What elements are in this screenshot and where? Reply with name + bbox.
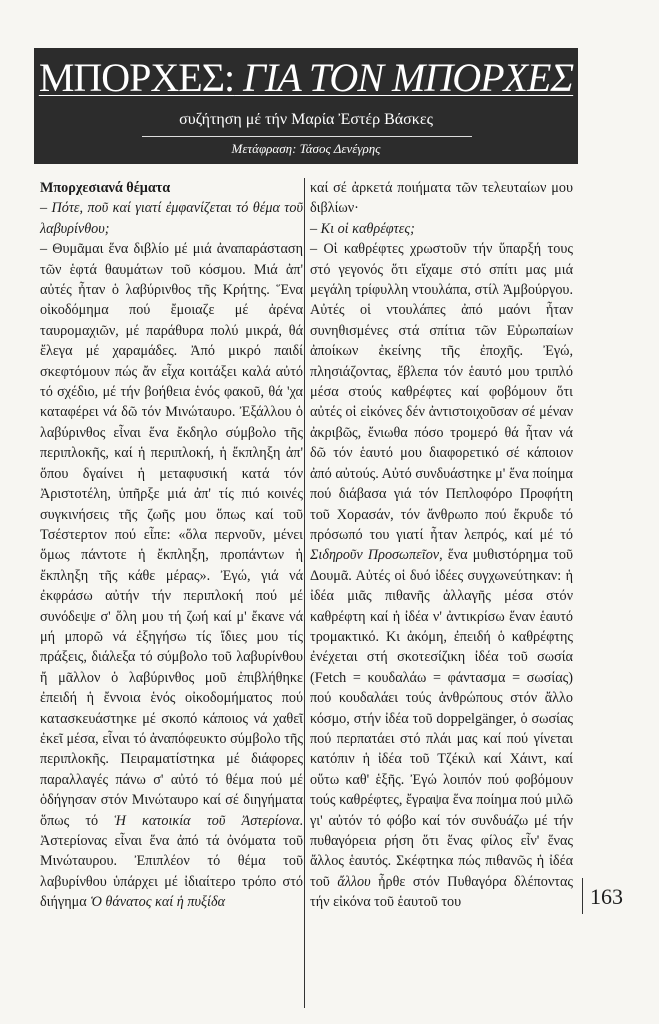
work-title: Ἡ κατοικία τοῦ Ἀστερίονα (114, 812, 300, 829)
column-divider (304, 178, 305, 1008)
answer-text: ἦρθε στόν Πυθαγόρα δλέποντας τήν εἰκόνα τοῦ ἑαυτοῦ του (310, 873, 574, 911)
title-main: ΜΠΟΡΧΕΣ: (38, 55, 235, 100)
answer-text: – Οἱ καθρέφτες χρωστοῦν τήν ὕπαρξή τους στό γεγονός ὅτι εἴχαμε στό σπίτι μας μιά μεγάλη τρίφυλλη ντουλάπα, στίλ Ἀμβούργου. Αὐτές οἱ ντουλάπες ἀπό μαόνι ἦταν συνηθισμένες στά σπίτια τῶν Εὐρωπαίων ἀποίκων ἐκείνης τῆς ἐποχῆς. Ἐγώ, πλησιάζοντας, ἔβλεπα τόν ἑαυτό μου τριπλό μέσα στούς καθρέφτες καί φοβόμουν ὅτι αὐτές οἱ εἰκόνες δέν ἀντιστοιχοῦσαν σέ μέναν ἀκριβῶς, ἔνιωθα πόσο τρομερό θά ἦταν νά δῶ τόν ἑαυτό μου διαφορετικό σέ κάποιον ἀπό αὐτούς. Αὐτό συνδυάστηκε μ' ἕνα ποίημα πού διάβασα γιά τόν Πεπλοφόρο Προφήτη τοῦ Χορασάν, τόν ἄνθρωπο πού ἔκρυδε τό πρόσωπό του γιατί ἦταν λεπρός, καί μέ τό (310, 241, 573, 543)
answer-text: , ἕνα μυθιστόρημα τοῦ Δουμᾶ. Αὐτές οἱ δυό ἰδέες συγχωνεύτηκαν: ἡ ἰδέα μιᾶς πιθανῆς ἀλλαγῆς μέσα στόν καθρέφτη καί ἡ ἰδέα ν' ἀντικρίσω ἕναν ἑαυτό τρομακτικό. Κι ἀκόμη, ἐπειδή ὁ καθρέφτης ἐνέχεται στή σκοτεσίζικη ἰδέα τοῦ σωσία (Fetch = κουδαλάω = φάντασμα = σωσίας) πού κουδαλάει τούς ἀνθρώπους στόν ἄλλο κόσμο, στήν ἰδέα τοῦ doppelgänger, ὁ σωσίας πού περπατάει στό πλάι μας καί πού γίνεται κατόπιν ἡ ἰδέα τοῦ Τζέκιλ καί Χάιντ, καί οὕτω καθ' ἑξῆς. Ἐγώ λοιπόν πού φοβόμουν τούς καθρέφτες, ἔγραψα ἕνα ποίημα πού μιλῶ γι' αὐτόν τό φόβο καί τόν συνδυάζω μέ τήν πυθαγόρεια ρήση ὅτι ἕνας φίλος εἶν' ἕνας ἄλλος ἑαυτός. Σκέφτηκα πώς πιθανῶς ἡ ἰδέα τοῦ (310, 547, 573, 890)
section-heading: Μπορχεσιανά θέματα (40, 180, 171, 196)
answer-continuation: καί σέ ἀρκετά ποιήματα τῶν τελευταίων μου διβλίων· (310, 180, 573, 217)
answer-text: . Ἀστερίονας εἶναι ἕνα ἀπό τά ὀνόματα τοῦ Μινώταυρου. Ἐπιπλέον τό θέμα τοῦ λαβυρίνθου ὑπάρχει μέ ἰδιαίτερο τρόπο στό διήγημα (40, 812, 303, 911)
page-number: 163 (590, 884, 623, 909)
page-number-rule (582, 878, 583, 914)
article-title (34, 56, 578, 100)
title-banner (34, 48, 578, 164)
work-title: Ὁ θάνατος καί ἡ πυξίδα (90, 894, 226, 911)
work-title: ἄλλου (337, 873, 371, 890)
right-column (310, 178, 573, 913)
banner-divider (142, 136, 472, 137)
article-subtitle: συζήτηση μέ τήν Μαρία Ἐστέρ Βάσκες (179, 111, 433, 128)
work-title: Σιδηροῦν Προσωπεῖον (310, 547, 440, 564)
answer-labyrinth (40, 239, 303, 912)
question-labyrinth: – Πότε, ποῦ καί γιατί ἐμφανίζεται τό θέμα τοῦ λαβυρίνθου; (40, 200, 303, 237)
answer-mirrors (310, 239, 573, 912)
question-mirrors: – Κι οἱ καθρέφτες; (310, 220, 415, 237)
title-italic: ΓΙΑ ΤΟΝ ΜΠΟΡΧΕΣ (234, 55, 574, 100)
translator-credit: Μετάφραση: Τάσος Δενέγρης (231, 141, 381, 156)
answer-text: – Θυμᾶμαι ἕνα διβλίο μέ μιά ἀναπαράσταση τῶν ἑφτά θαυμάτων τοῦ κόσμου. Μιά ἀπ' αὐτές ἦταν ὁ λαβύρινθος τῆς Κρήτης. Ἕνα οἰκοδόμημα πού ἔμοιαζε μέ ἀρένα ταυρομαχιῶν, μέ παράθυρα πολύ μικρά, θά ἔλεγα μέ χαραμάδες. Ἀπό μικρό παιδί σκεφτόμουν πώς ἄν εἶχα κοιτάξει καλά αὐτό τό σχέδιο, μέ τήν βοήθεια ἑνός φακοῦ, θά 'χα καταφέρει νά δῶ τόν Μινώταυρο. Ἐξάλλου ὁ λαβύρινθος εἶναι ἕνα ἔκδηλο σύμβολο τῆς περιπλοκῆς, καί ἡ περιπλοκή, ἡ ἔκπληξη ἀπ' ὅπου δγαίνει ἡ μεταφυσική κατά τόν Ἀριστοτέλη, ὑπῆρξε μιά ἀπ' τίς πιό κοινές συγκινήσεις τῆς ζωῆς μου ὅπως καί τοῦ Τσέστερτον πού εἶπε: «ὅλα περνοῦν, μένει ὅμως πάντοτε ἡ ἔκπληξη, προπάντων ἡ ἔκπληξη τῆς κάθε μέρας». Ἐγώ, γιά νά ἐκφράσω αὐτήν τήν περιπλοκή πού μέ συνόδεψε σ' ὅλη μου τή ζωή καί μ' ἔκανε νά μή μπορῶ νά ἐξηγήσω τίς ἴδιες μου τίς πράξεις, διάλεξα τό σύμβολο τοῦ λαβυρίνθου ἤ μᾶλλον ὁ λαβύρινθος μοῦ ἐπιβλήθηκε ἐπειδή ἡ ἔννοια ἑνός οἰκοδομήματος πού κατασκευάστηκε μέ σκοπό κάποιος νά χαθεῖ ἐκεῖ μέσα, εἶναι τό ἀναπόφευκτο σύμβολο τῆς περιπλοκῆς. Πειραματίστηκα μέ διάφορες παραλλαγές πάνω σ' αὐτό τό θέμα πού μέ ὁδήγησαν στόν Μινώταυρο καί σέ διηγήματα ὅπως τό (40, 241, 303, 829)
left-column (40, 178, 303, 913)
